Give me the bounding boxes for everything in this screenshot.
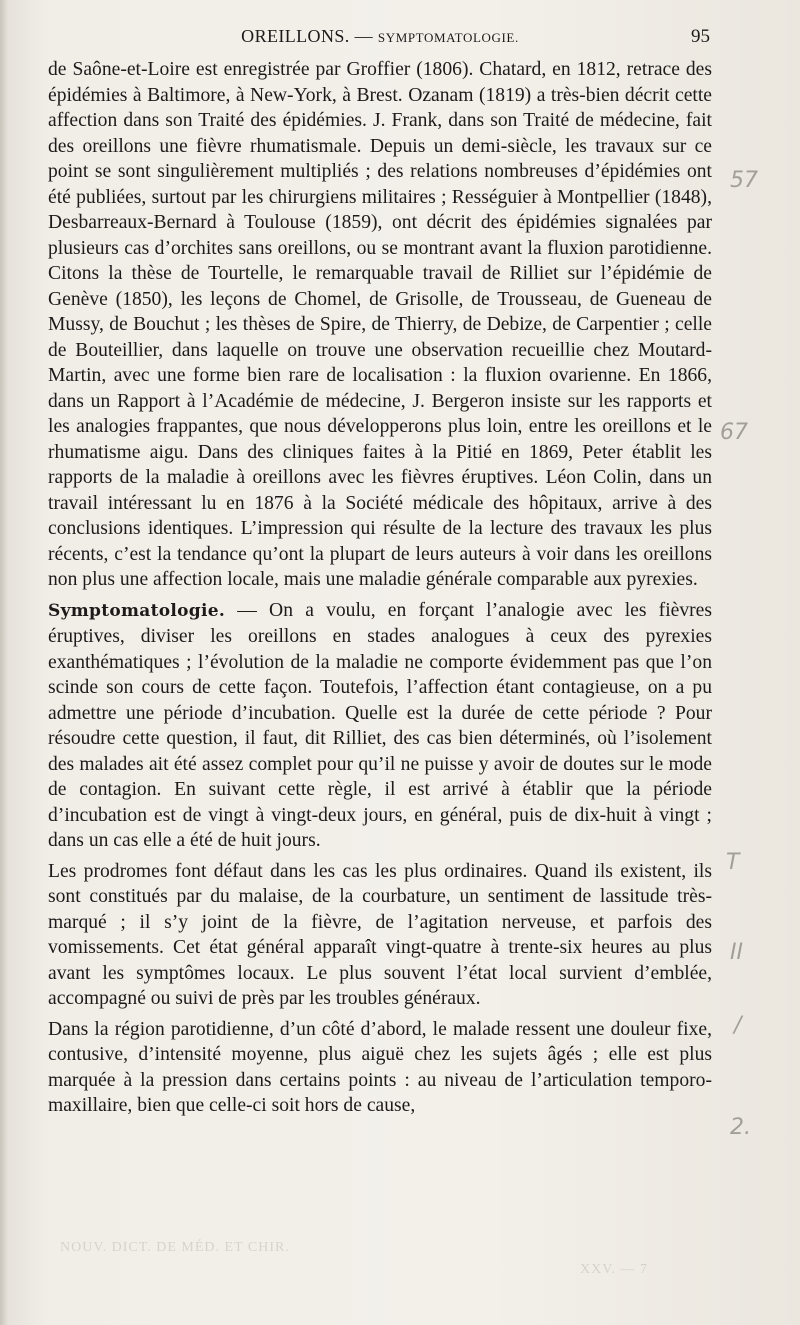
body-text (48, 57, 712, 1119)
paragraph-symptomatology (48, 598, 712, 854)
margin-note-6: 2. (730, 1115, 751, 1140)
paragraph-prodromes: Les prodromes font défaut dans les cas les plus ordinaires. Quand ils existent, ils sont constitués par du malaise, de la courbature, un sentiment de lassitude très-marqué ; il s’y joint de la fièvre, de l’agitation nerveuse, et parfois des vomissements. Cet état général apparaît vingt-quatre à trente-six heures au plus avant les symptômes locaux. Le plus souvent l’état local survient d’emblée, accompagné ou suivi de près par les troubles généraux. (48, 860, 712, 1009)
margin-note-2: 67 (720, 420, 748, 445)
margin-note-5: / (734, 1013, 742, 1038)
margin-note-3: T (726, 850, 740, 875)
section-heading-symptomatologie: Symptomatologie. (48, 600, 226, 621)
margin-note-4: II (730, 940, 743, 965)
paragraph-parotid-region: Dans la région parotidienne, d’un côté d’abord, le malade ressent une douleur fixe, contusive, d’intensité moyenne, plus aiguë chez les sujets âgés ; elle est plus marquée à la pression dans certains points : au niveau de l’articulation temporo-maxillaire, bien que celle-ci soit hors de cause, (48, 1018, 712, 1116)
bleed-through-mark: XXV. — 7 (580, 1262, 649, 1277)
running-head (48, 26, 712, 52)
running-title (48, 26, 712, 47)
paragraph-history: de Saône-et-Loire est enregistrée par Groffier (1806). Chatard, en 1812, retrace des épidémies à Baltimore, à New-York, à Brest. Ozanam (1819) a très-bien décrit cette affection dans son Traité des épidémies. J. Frank, dans son Traité de médecine, fait des oreillons une fièvre rhumatismale. Depuis un demi-siècle, les travaux sur ce point se sont singulièrement multipliés ; des relations nombreuses d’épidémies ont été publiées, surtout par les chirurgiens militaires ; Rességuier à Montpellier (1848), Desbarreaux-Bernard à Toulouse (1859), ont décrit des épidémies signalées par plusieurs cas d’orchites sans oreillons, ou se montrant avant la fluxion parotidienne. Citons la thèse de Tourtelle, le remarquable travail de Rilliet sur l’épidémie de Genève (1850), les leçons de Chomel, de Grisolle, de Trousseau, de Gueneau de Mussy, de Bouchut ; les thèses de Spire, de Thierry, de Debize, de Carpentier ; celle de Bouteillier, dans laquelle on trouve une observation recueillie chez Moutard-Martin, avec une forme bien rare de localisation : la fluxion ovarienne. En 1866, dans un Rapport à l’Académie de médecine, J. Bergeron insiste sur les rapports et les analogies frappantes, que nous développerons plus loin, entre les oreillons et le rhumatisme aigu. Dans des cliniques faites à la Pitié en 1869, Peter établit les rapports de la maladie à oreillons avec les fièvres éruptives. Léon Colin, dans un travail intéressant lu en 1876 à la Société médicale des hôpitaux, arrive à des conclusions identiques. L’impression qui résulte de la lecture des travaux les plus récents, c’est la tendance qu’ont la plupart de leurs auteurs à voir dans les oreillons non plus une affection locale, mais une maladie générale comparable aux pyrexies. (48, 59, 712, 590)
running-title-main: OREILLONS. — (241, 26, 373, 46)
bleed-through-signature: NOUV. DICT. DE MÉD. ET CHIR. (60, 1240, 290, 1255)
paragraph-symptomatology-text: — On a voulu, en forçant l’analogie avec les fièvres éruptives, diviser les oreillons en stades analogues à ceux des pyrexies exanthématiques ; l’évolution de la maladie ne comporte évidemment pas que l’on scinde son cours de cette façon. Toutefois, l’affection étant contagieuse, on a pu admettre une période d’incubation. Quelle est la durée de cette période ? Pour résoudre cette question, il faut, dit Rilliet, des cas bien déterminés, où l’isolement des malades ait été assez complet pour qu’il ne puisse y avoir de doutes sur le mode de contagion. En suivant cette règle, il est arrivé à établir que la période d’incubation est de vingt à vingt-deux jours, en général, puis de dix-huit à vingt ; dans un cas elle a été de huit jours. (48, 599, 712, 851)
page-number: 95 (691, 26, 710, 47)
running-title-sub: SYMPTOMATOLOGIE. (377, 30, 519, 45)
page-edge-shadow (0, 0, 8, 1325)
margin-note-1: 57 (730, 168, 758, 193)
